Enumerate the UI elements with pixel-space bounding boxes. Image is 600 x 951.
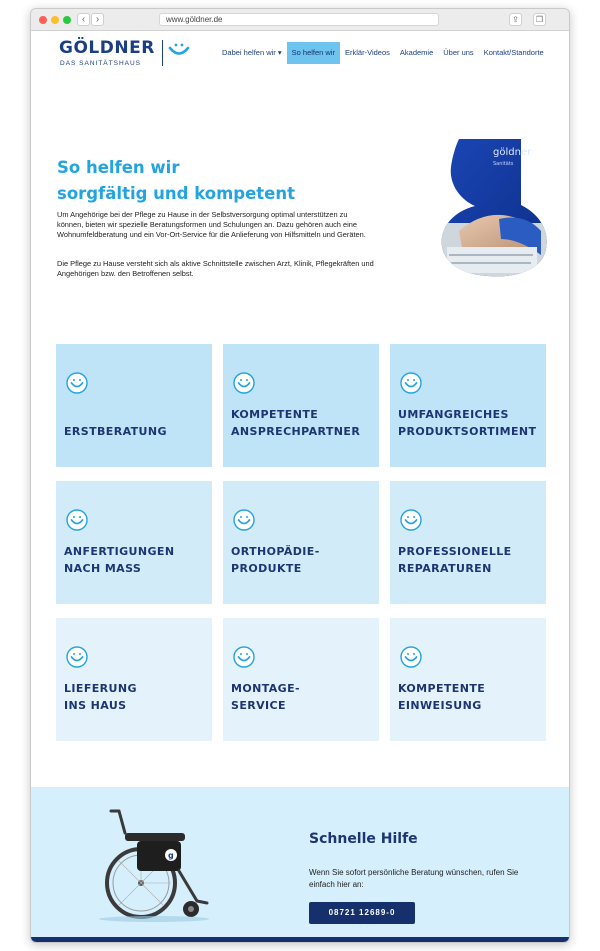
service-label-line2: SERVICE (231, 699, 286, 712)
browser-window (30, 8, 570, 943)
service-label (231, 406, 360, 440)
smile-icon (233, 372, 255, 394)
service-tile[interactable] (390, 618, 546, 741)
quick-help-text: Wenn Sie sofort persönliche Beratung wünschen, rufen Sie einfach hier an: (309, 868, 519, 889)
service-tile[interactable] (223, 481, 379, 604)
service-tile[interactable] (390, 481, 546, 604)
brand-name: GÖLDNER (59, 38, 155, 58)
service-label-line1: KOMPETENTE (398, 682, 486, 695)
service-tile[interactable] (390, 344, 546, 467)
share-icon[interactable]: ⇪ (509, 13, 522, 26)
brand-logo[interactable] (59, 39, 199, 71)
smile-icon (66, 372, 88, 394)
close-window-button[interactable] (39, 16, 47, 24)
service-label-line1: LIEFERUNG (64, 682, 137, 695)
service-label-line1: UMFANGREICHES (398, 408, 509, 421)
service-label-line1: PROFESSIONELLE (398, 545, 512, 558)
service-label-line1: ANFERTIGUNGEN (64, 545, 175, 558)
wheelchair-image (79, 805, 219, 923)
hero-image (429, 135, 549, 280)
service-label (231, 680, 300, 714)
smile-icon (400, 646, 422, 668)
service-label-line2: PRODUKTSORTIMENT (398, 425, 537, 438)
service-label (398, 406, 536, 440)
service-tile[interactable] (223, 344, 379, 467)
service-tile[interactable] (56, 344, 212, 467)
smile-icon (233, 646, 255, 668)
hero-image-subtitle: Sanitäts (493, 161, 514, 167)
service-tile[interactable] (56, 618, 212, 741)
service-tile[interactable] (56, 481, 212, 604)
logo-divider (162, 40, 163, 66)
nav-akademie[interactable]: Akademie (399, 48, 434, 57)
service-label (64, 680, 137, 714)
page-title-line2: sorgfältig und kompetent (57, 184, 295, 203)
main-nav (217, 42, 549, 64)
service-label-line1: MONTAGE- (231, 682, 300, 695)
service-label (231, 543, 320, 577)
service-label-line2: EINWEISUNG (398, 699, 482, 712)
smile-icon (66, 509, 88, 531)
service-label (64, 543, 174, 577)
address-bar[interactable]: www.göldner.de (159, 13, 439, 26)
service-label-line1: ORTHOPÄDIE- (231, 545, 320, 558)
phone-call-button[interactable]: 08721 12689-0 (309, 902, 415, 924)
smile-icon (233, 509, 255, 531)
hero-image-brand: göldner (493, 147, 532, 158)
nav-erklaer-videos[interactable]: Erklär-Videos (345, 48, 390, 57)
nav-ueber-uns[interactable]: Über uns (443, 48, 474, 57)
service-label-line2: ANSPRECHPARTNER (231, 425, 361, 438)
smile-icon (400, 372, 422, 394)
smile-icon (66, 646, 88, 668)
page-title (57, 155, 295, 207)
intro-paragraph: Um Angehörige bei der Pflege zu Hause in der Selbstversorgung optimal unterstützen zu können, bieten wir spezielle Beratungsformen und Schulungen an. Dazu gehören auch eine Wohnumfeldberatung und ein Vor-Ort-Service für die Anlieferung von Hilfsmitteln und Geräten. (57, 210, 366, 239)
smile-icon (400, 509, 422, 531)
service-label-line2: PRODUKTE (231, 562, 302, 575)
service-label (398, 680, 485, 714)
service-label-line2: INS HAUS (64, 699, 127, 712)
footer-bar (31, 937, 570, 943)
quick-help-title: Schnelle Hilfe (309, 831, 418, 847)
smile-logo-icon (167, 39, 191, 61)
page-title-line1: So helfen wir (57, 158, 180, 177)
intro-paragraph-2: Die Pflege zu Hause versteht sich als aktive Schnittstelle zwischen Arzt, Klinik, Pflegekräften und Angehörigen bzw. den Betroffenen selbst. (57, 259, 374, 278)
service-label-line2: NACH MASS (64, 562, 142, 575)
quick-help-section (31, 787, 570, 937)
nav-kontakt-standorte[interactable]: Kontakt/Standorte (483, 48, 544, 57)
svg-text:g: g (168, 851, 174, 860)
site-header (31, 31, 570, 75)
nav-dabei-helfen-wir[interactable]: Dabei helfen wir ▾ (222, 48, 282, 57)
back-icon[interactable]: ‹ (77, 13, 90, 26)
service-tile[interactable] (223, 618, 379, 741)
nav-so-helfen-wir[interactable]: So helfen wir (287, 42, 340, 64)
brand-tagline: DAS SANITÄTSHAUS (60, 60, 142, 67)
service-label-line2: ERSTBERATUNG (64, 425, 167, 438)
forward-icon[interactable]: › (91, 13, 104, 26)
service-label-line2: REPARATUREN (398, 562, 492, 575)
service-label (64, 406, 167, 440)
browser-toolbar (31, 9, 570, 31)
tabs-icon[interactable]: ❐ (533, 13, 546, 26)
service-label-line1: KOMPETENTE (231, 408, 319, 421)
minimize-window-button[interactable] (51, 16, 59, 24)
service-label (398, 543, 512, 577)
maximize-window-button[interactable] (63, 16, 71, 24)
